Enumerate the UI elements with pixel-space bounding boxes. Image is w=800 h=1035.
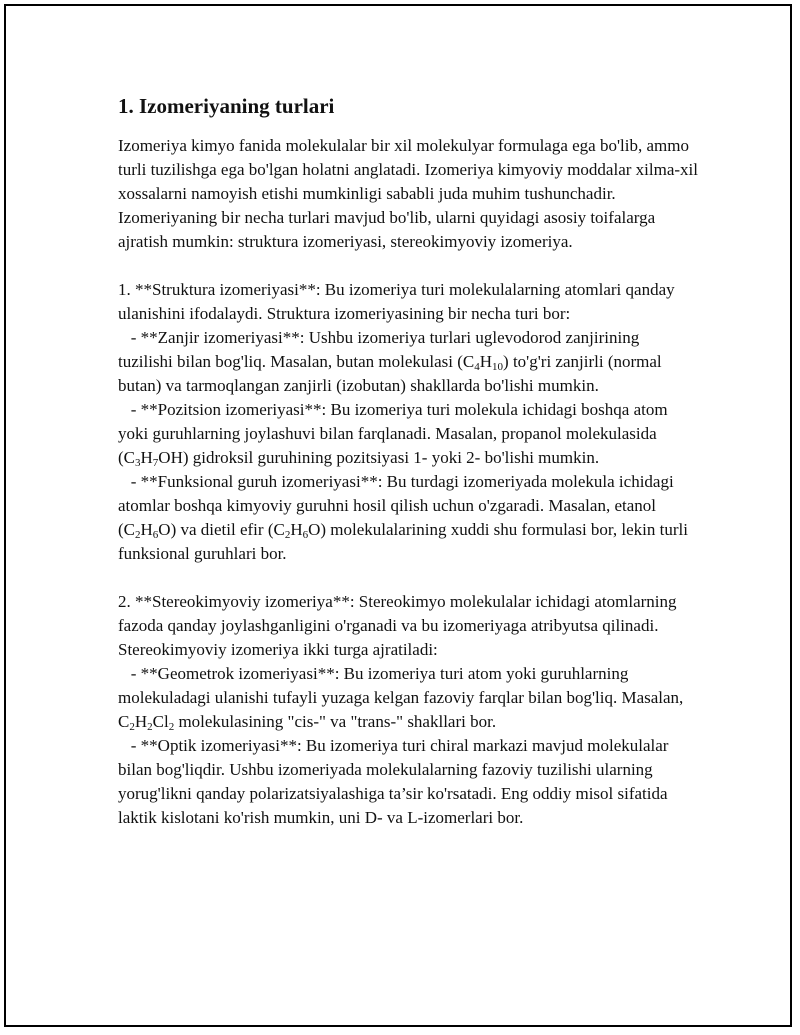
stereo-isomerism-paragraph: 2. **Stereokimyoviy izomeriya**: Stereokimyo molekulalar ichidagi atomlarning fazoda qanday joylashganligini o'rganadi va bu izomeriyaga atribyutsa qilinadi. Stereokimyoviy izomeriya ikki turga ajratiladi: - **Geometrok izomeriyasi**: Bu izomeriya turi atom yoki guruhlarning molekuladagi ulanishi tufayli yuzaga kelgan fazoviy farqlar bilan bog'liq. Masalan, $C_2H_2Cl_2$ molekulasining "cis-" va "trans-" shakllari bor. - **Optik izomeriyasi**: Bu izomeriya turi chiral markazi mavjud molekulalar bilan bog'liqdir. Ushbu izomeriyada molekulalarning fazoviy tuzilishi ularning yorug'likni qanday polarizatsiyalashiga ta’sir ko'rsatadi. Eng oddiy misol sifatida laktik kislotani ko'rish mumkin, uni D- va L-izomerlari bor. [118,592,688,827]
positional-isomerism-text: - **Pozitsion izomeriyasi**: Bu izomeriya turi molekula ichidagi boshqa atom yoki guruhlarning joylashuvi bilan farqlanadi. Masalan, propanol molekulasida ( [118,400,672,467]
diethyl-ether-formula: $C_2H_6O$ [273,520,321,541]
section-title: 1. Izomeriyaning turlari [118,94,335,118]
dichloroethene-formula: $C_2H_2Cl_2$ [118,712,175,733]
geometric-isomerism-text: - **Geometrok izomeriyasi**: Bu izomeriya turi atom yoki guruhlarning molekuladagi ulanishi tufayli yuzaga kelgan fazoviy farqlar bilan bog'liq. Masalan, [118,664,688,707]
structural-isomerism-paragraph: 1. **Struktura izomeriyasi**: Bu izomeriya turi molekulalarning atomlari qanday ulanishini ifodalaydi. Struktura izomeriyasining bir necha turi bor: - **Zanjir izomeriyasi**: Ushbu izomeriya turlari uglevodorod zanjirining tuzilishi bilan bog'liq. Masalan, butan molekulasi $(C_4H_{10})$ to'g'ri zanjirli (normal butan) va tarmoqlangan zanjirli (izobutan) shakllarda bo'lishi mumkin. - **Pozitsion izomeriyasi**: Bu izomeriya turi molekula ichidagi boshqa atom yoki guruhlarning joylashuvi bilan farqlanadi. Masalan, propanol molekulasida $(C_3H_7OH)$ gidroksil guruhining pozitsiyasi 1- yoki 2- bo'lishi mumkin. - **Funksional guruh izomeriyasi**: Bu turdagi izomeriyada molekula ichidagi atomlar boshqa kimyoviy guruhni hosil qilish uchun o'zgaradi. Masalan, etanol $(C_2H_6O)$ va dietil efir $(C_2H_6O)$ molekulalarining xuddi shu formulasi bor, lekin turli funksional guruhlari bor. [118,280,693,563]
structural-heading: 1. **Struktura izomeriyasi**: Bu izomeriya turi molekulalarning atomlari qanday ulanishini ifodalaydi. Struktura izomeriyasining bir necha turi bor: [118,280,679,323]
paragraph-gap [118,566,698,590]
chain-isomerism-text: - **Zanjir izomeriyasi**: Ushbu izomeriya turlari uglevodorod zanjirining tuzilishi bilan bog'liq. Masalan, butan molekulasi ( [118,328,644,371]
intro-paragraph: Izomeriya kimyo fanida molekulalar bir xil molekulyar formulaga ega bo'lib, ammo turli tuzilishga ega bo'lgan holatni anglatadi. Izomeriya kimyoviy moddalar xilma-xil xossalarni namoyish etishi mumkinligi sababli juda muhim tushunchadir. Izomeriyaning bir necha turlari mavjud bo'lib, ularni quyidagi asosiy toifalarga ajratish mumkin: struktura izomeriyasi, stereokimyoviy izomeriya. [118,136,698,251]
optical-isomerism-text: - **Optik izomeriyasi**: Bu izomeriya turi chiral markazi mavjud molekulalar bilan bog'liqdir. Ushbu izomeriyada molekulalarning fazoviy tuzilishi ularning yorug'likni qanday polarizatsiyalashiga ta’sir ko'rsatadi. Eng oddiy misol sifatida laktik kislotani ko'rish mumkin, uni D- va L-izomerlari bor. [118,736,673,827]
paragraph-gap [118,254,698,278]
ethanol-formula: $C_2H_6O$ [123,520,171,541]
stereo-heading: 2. **Stereokimyoviy izomeriya**: Stereokimyo molekulalar ichidagi atomlarning fazoda qanday joylashganligini o'rganadi va bu izomeriyaga atribyutsa qilinadi. Stereokimyoviy izomeriya ikki turga ajratiladi: [118,592,681,659]
propanol-formula: $C_3H_7OH$ [123,448,183,469]
document-body [118,92,698,830]
functional-isomerism-text: - **Funksional guruh izomeriyasi**: Bu turdagi izomeriyada molekula ichidagi atomlar boshqa kimyoviy guruhni hosil qilish uchun o'zgaradi. Masalan, etanol ( [118,472,678,539]
butane-formula: $C_4H_{10}$ [462,352,504,373]
